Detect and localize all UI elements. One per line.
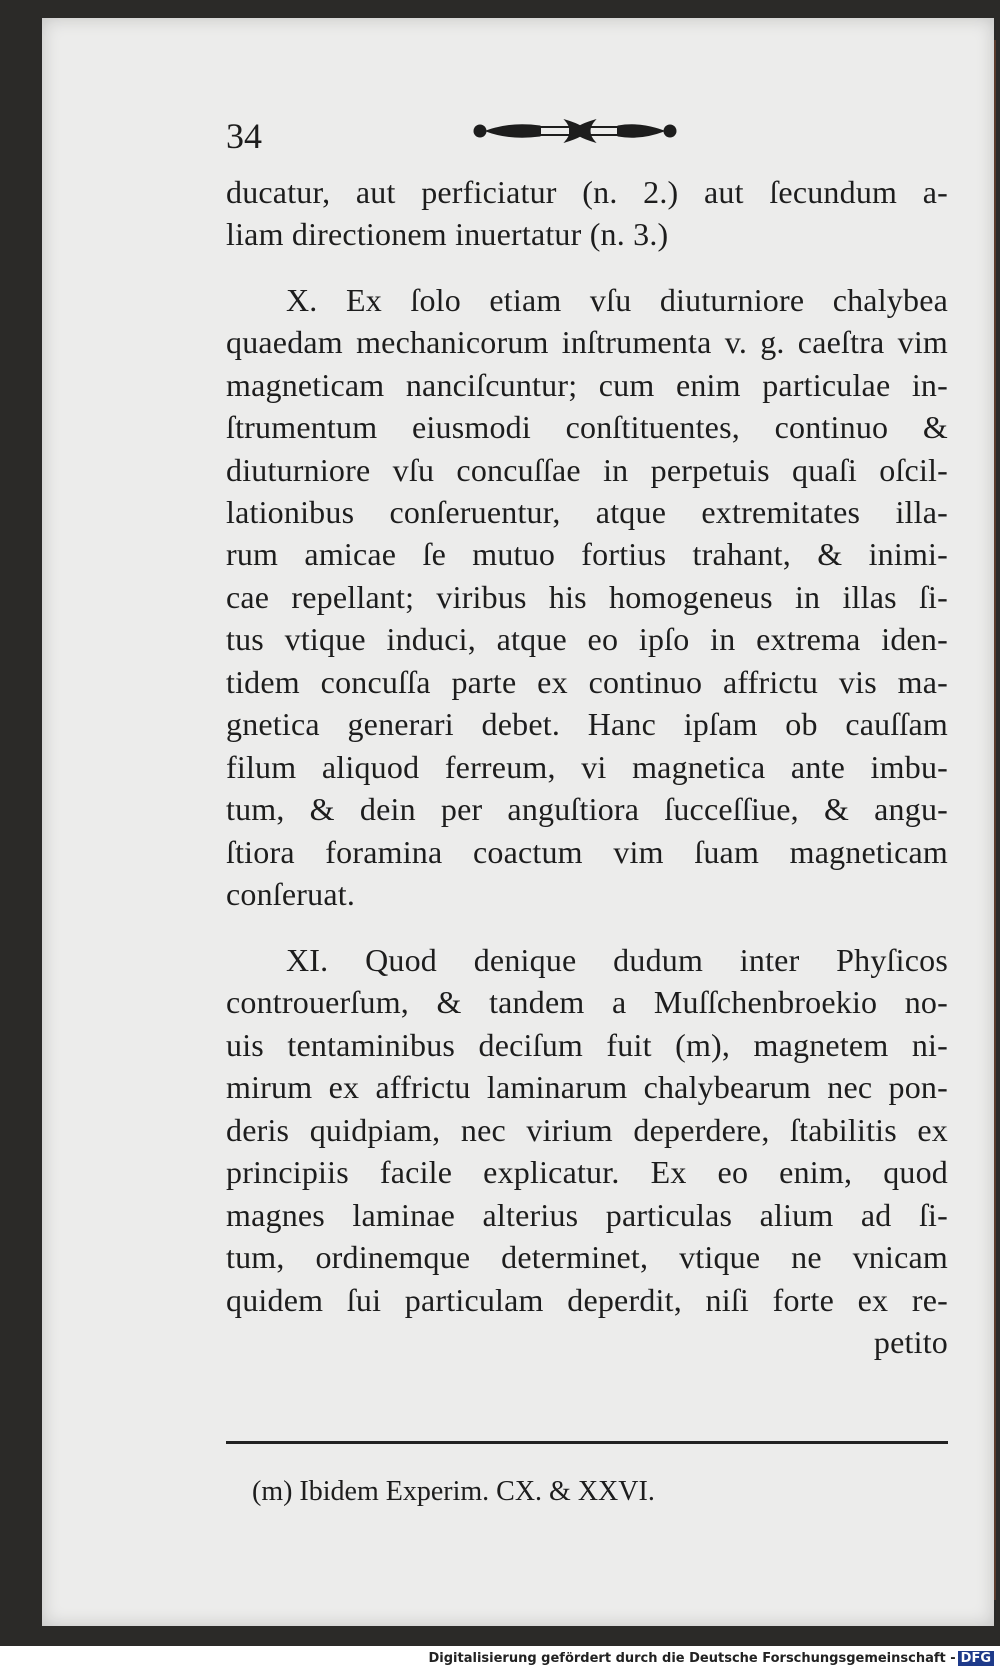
- text-line: diuturniore vſu concuſſae in perpetuis quaſi oſcil-: [226, 452, 948, 488]
- text-line: ſtiora foramina coactum vim ſuam magneticam: [226, 834, 948, 870]
- text-line: magneticam nanciſcuntur; cum enim particulae in-: [226, 367, 948, 403]
- text-line: quaedam mechanicorum inſtrumenta v. g. caeſtra vim: [226, 324, 948, 360]
- text-line: filum aliquod ferreum, vi magnetica ante imbu-: [226, 749, 948, 785]
- text-line: rum amicae ſe mutuo fortius trahant, & inimi-: [226, 536, 948, 572]
- text-line: tum, ordinemque determinet, vtique ne vnicam: [226, 1239, 948, 1275]
- footnote: (m) Ibidem Experim. CX. & XXVI.: [252, 1476, 655, 1507]
- text-line: quidem ſui particulam deperdit, niſi forte ex re-: [226, 1282, 948, 1318]
- text-line: uis tentaminibus deciſum fuit (m), magnetem ni-: [226, 1027, 948, 1063]
- text-line: tidem concuſſa parte ex continuo affrictu vis ma-: [226, 664, 948, 700]
- text-line: XI. Quod denique dudum inter Phyſicos: [286, 942, 948, 978]
- text-line: cae repellant; viribus his homogeneus in illas ſi-: [226, 579, 948, 615]
- text-line: principiis facile explicatur. Ex eo enim, quod: [226, 1154, 948, 1190]
- ornament-icon: [470, 116, 680, 146]
- text-line: tus vtique induci, atque eo ipſo in extrema iden-: [226, 621, 948, 657]
- catchword: petito: [873, 1324, 948, 1360]
- digitization-credit: [429, 1651, 995, 1666]
- text-line: X. Ex ſolo etiam vſu diuturniore chalybea: [286, 282, 948, 318]
- text-line: ſtrumentum eiusmodi conſtituentes, continuo &: [226, 409, 948, 445]
- text-line: conſeruat.: [226, 876, 356, 912]
- text-line: controuerſum, & tandem a Muſſchenbroekio no-: [226, 984, 948, 1020]
- text-line: mirum ex affrictu laminarum chalybearum nec pon-: [226, 1069, 948, 1105]
- page-number: 34: [226, 116, 262, 156]
- text-line: gnetica generari debet. Hanc ipſam ob cauſſam: [226, 706, 948, 742]
- credit-text: Digitalisierung gefördert durch die Deutsche Forschungsgemeinschaft -: [428, 1651, 956, 1666]
- text-line: ducatur, aut perficiatur (n. 2.) aut ſecundum a-: [226, 174, 948, 210]
- dfg-logo: DFG: [958, 1651, 994, 1666]
- text-line: tum, & dein per anguſtiora ſucceſſiue, & angu-: [226, 791, 948, 827]
- footnote-rule: [226, 1441, 948, 1444]
- text-line: lationibus conſeruentur, atque extremitates illa-: [226, 494, 948, 530]
- text-line: magnes laminae alterius particulas alium ad ſi-: [226, 1197, 948, 1233]
- text-line: deris quidpiam, nec virium deperdere, ſtabilitis ex: [226, 1112, 948, 1148]
- text-line: liam directionem inuertatur (n. 3.): [226, 216, 669, 252]
